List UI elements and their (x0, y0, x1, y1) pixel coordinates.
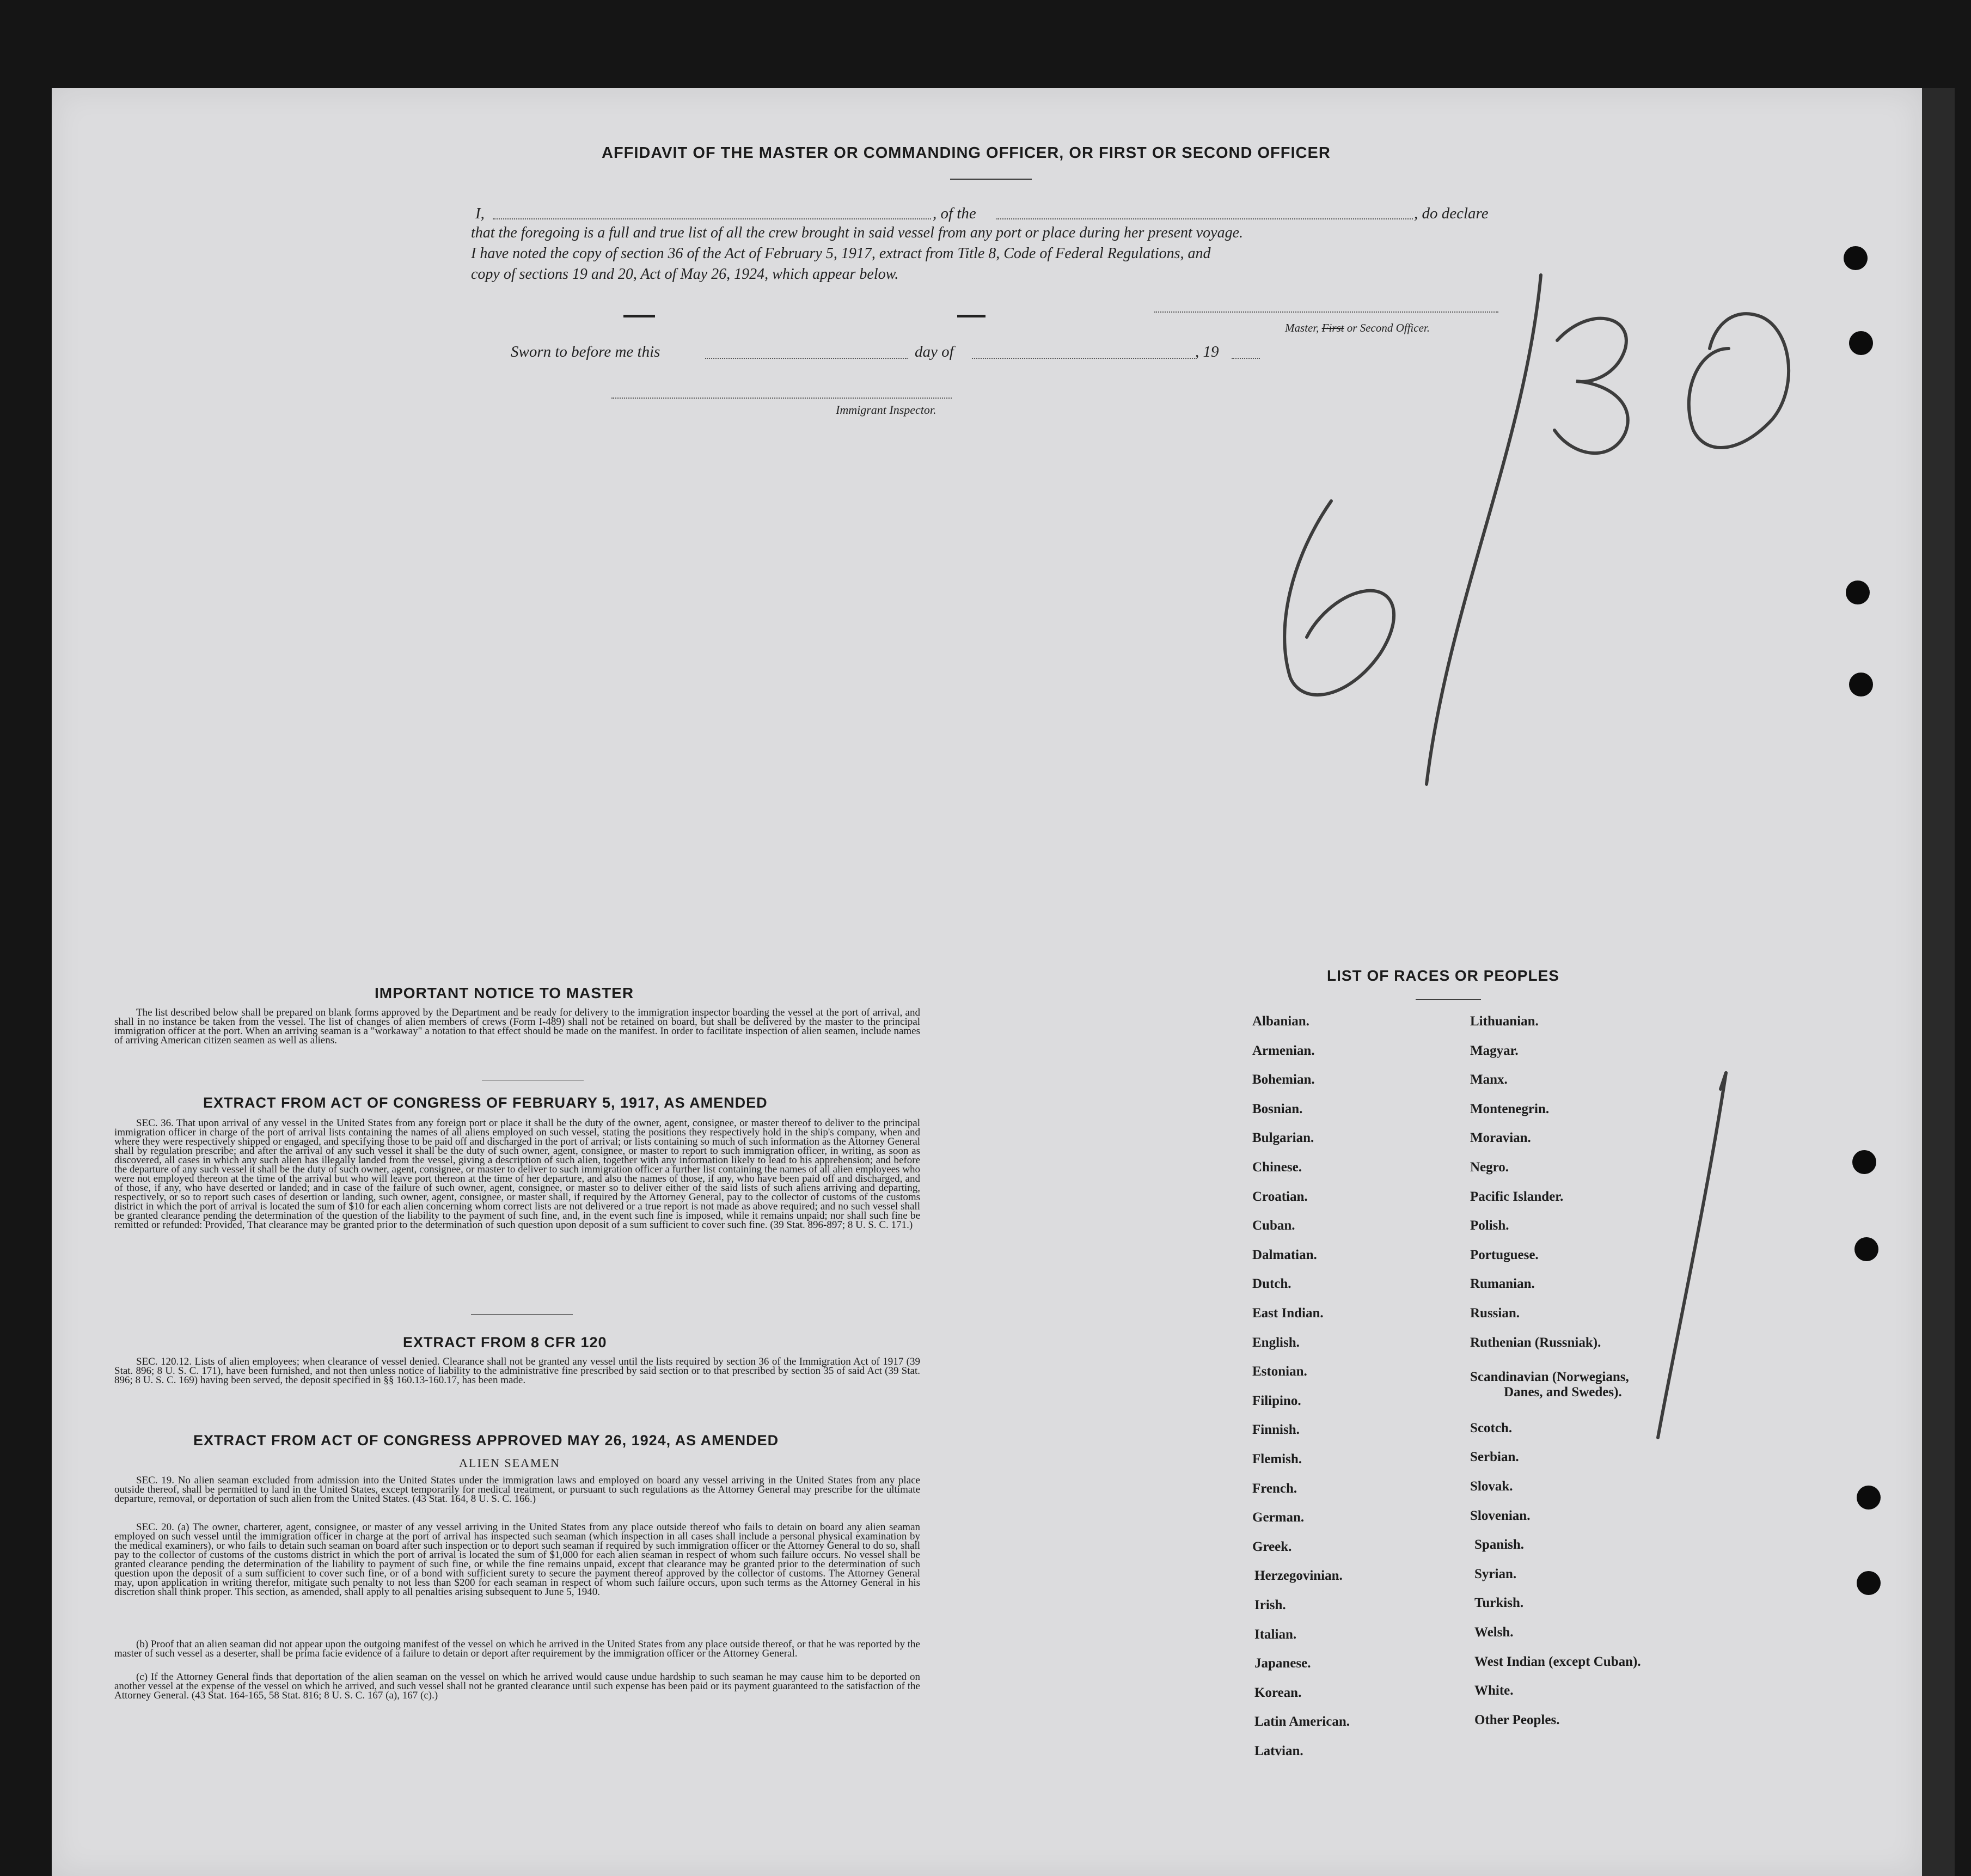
extract-1924-sec19: SEC. 19. No alien seaman excluded from admission into the United States under the immigration laws and employed on board any vessel arriving in the United States from any place outside thereof, shall be permitted to land in the United States, except temporarily for medical treatment, or pursuant to such regulations as the Attorney General may prescribe for the ultimate departure, removal, or deportation of such alien from the United States. (43 Stat. 164, 8 U. S. C. 166.) (114, 1475, 920, 1505)
race-item: Japanese. (1254, 1656, 1311, 1671)
officer-caption-master: Master (1285, 321, 1317, 334)
race-item: Latin American. (1254, 1714, 1350, 1730)
notice-title: IMPORTANT NOTICE TO MASTER (375, 985, 634, 1001)
race-item: Syrian. (1474, 1566, 1517, 1581)
race-item: Ruthenian (Russniak). (1470, 1335, 1601, 1350)
race-item: Welsh. (1474, 1625, 1514, 1640)
race-item: Herzegovinian. (1254, 1568, 1343, 1584)
race-item: Slovak. (1470, 1479, 1513, 1494)
extract-1917-title: EXTRACT FROM ACT OF CONGRESS OF FEBRUARY 5, 1917, AS AMENDED (203, 1095, 768, 1111)
race-item: Pacific Islander. (1470, 1189, 1564, 1204)
race-item: Bulgarian. (1252, 1131, 1314, 1146)
race-item: Lithuanian. (1470, 1014, 1539, 1029)
affidavit-declare: , do declare (1414, 205, 1489, 222)
race-item: Dalmatian. (1252, 1247, 1317, 1262)
affidavit-title: AFFIDAVIT OF THE MASTER OR COMMANDING OFFICER, OR FIRST OR SECOND OFFICER (602, 144, 1331, 162)
race-item: East Indian. (1252, 1306, 1324, 1321)
races-title: LIST OF RACES OR PEOPLES (1327, 967, 1559, 984)
extract-1917-body: SEC. 36. That upon arrival of any vessel in the United States from any foreign port or place it shall be the duty of the owner, agent, consignee, or master thereof to deliver to the principal immigration officer in charge of the port of arrival lists containing the names of all aliens employed on such vessel, stating the positions they respectively hold in the ship's company, when and where they were respectively shipped or engaged, and specifying those to be paid off and discharged in the port of arrival; or lists containing so much of such information as the Attorney General shall by regulation prescribe; and after the arrival of any such vessel it shall be the duty of such owner, agent, consignee, or master to report to such immigration officer, in writing, as soon as discovered, all cases in which any such alien has illegally landed from the vessel, giving a description of such alien, together with any information likely to lead to his apprehension; and before the departure of any such vessel it shall be the duty of such owner, agent, consignee, or master to deliver to such immigration officer a further list containing the names of all alien employees who were not employed thereon at the time of the arrival but who will leave port thereon at the time of her departure, and also the names of those, if any, who have been paid off and discharged, and of those, if any, who have deserted or landed; and in case of the failure of such owner, agent, consignee, or master so to deliver either of the said lists of such aliens arriving and departing, respectively, or so to report such cases of desertion or landing, such owner, agent, consignee, or master shall, if required by the Attorney General, pay to the collector of customs of the customs district in which the port of arrival is located the sum of $10 for each alien concerning whom correct lists are not delivered or a true report is not made as above required; and no such vessel shall be granted clearance pending the determination of the question of the liability to the payment of such fine, and, in the event such fine is imposed, while it remains unpaid; nor shall such fine be remitted or refunded: Provided, That clearance may be granted prior to the determination of such question upon deposit of a sum sufficient to cover such fine. (39 Stat. 896-897; 8 U. S. C. 171.) (114, 1117, 920, 1231)
race-item: Bosnian. (1252, 1101, 1303, 1116)
race-item: Danes, and Swedes). (1504, 1384, 1622, 1400)
race-item: Other Peoples. (1474, 1712, 1560, 1727)
race-item: Albanian. (1252, 1014, 1309, 1029)
extract-1924-sec20c: (c) If the Attorney General finds that deportation of the alien seaman on the vessel on which he arrived would cause undue hardship to such seaman he may cause him to be deported on another vessel at the expense of the vessel on which he arrived, and such vessel shall not be granted clearance until such expense has been paid or its payment guaranteed to the satisfaction of the Attorney General. (43 Stat. 164-165, 58 Stat. 816; 8 U. S. C. 167 (a), 167 (c).) (114, 1671, 920, 1701)
race-item: Irish. (1254, 1598, 1286, 1612)
extract-1924-sec20a: SEC. 20. (a) The owner, charterer, agent, consignee, or master of any vessel arriving in the United States from any place outside thereof who fails to detain on board any alien seaman employed on such vessel until the immigration officer in charge at the port of arrival has inspected such seaman (which inspection in all cases shall include a personal physical examination by the medical examiners), or who fails to detain such seaman on board after such inspection or to deport such seaman if required by such immigration officer or the Attorney General to do so, shall pay to the collector of customs of the customs district in which the port of arrival is located the sum of $1,000 for each alien seaman in respect of whom such failure occurs. No vessel shall be granted clearance pending the determination of the liability to payment of such fine, or while the fine remains unpaid, except that clearance may be granted prior to the determination of such question upon the deposit of a sum sufficient to cover such fine, or of a bond with sufficient surety to secure the payment thereof approved by the collector of customs. The Attorney General may, upon application in writing therefor, mitigate such penalty to not less than $200 for each seaman in respect of whom such failure occurs, upon such terms as the Attorney General in his discretion shall think proper. This section, as amended, shall apply to all penalties arising subsequent to June 5, 1940. (114, 1521, 920, 1598)
race-item: Spanish. (1474, 1537, 1525, 1553)
affidavit-i: I, (475, 205, 485, 222)
race-item: Portuguese. (1470, 1247, 1539, 1262)
affidavit-line-2: that the foregoing is a full and true list of all the crew brought in said vessel from any port or place during her present voyage. (471, 224, 1244, 241)
race-item: English. (1252, 1335, 1300, 1350)
affidavit-line-3: I have noted the copy of section 36 of the Act of February 5, 1917, extract from Title 8, Code of Federal Regulations, and (471, 245, 1211, 262)
race-item: Rumanian. (1470, 1276, 1535, 1292)
race-item: Turkish. (1474, 1596, 1524, 1611)
extract-cfr-body: SEC. 120.12. Lists of alien employees; when clearance of vessel denied. Clearance shall not be granted any vessel until the lists required by section 36 of the Immigration Act of 1917 (39 Stat. 896; 8 U. S. C. 171), have been furnished, and not then unless notice of liability to the administrative fine prescribed by said section or to that prescribed by section 35 of said Act (39 Stat. 896; 8 U. S. C. 169) having been served, the deposit specified in §§ 160.13-160.17, has been made. (114, 1356, 920, 1386)
inspector-caption: Immigrant Inspector. (836, 403, 936, 417)
race-item: Serbian. (1470, 1450, 1519, 1465)
race-item: Magyar. (1470, 1043, 1519, 1058)
race-item: Slovenian. (1470, 1508, 1531, 1523)
race-item: Finnish. (1252, 1422, 1300, 1438)
race-item: Montenegrin. (1470, 1101, 1550, 1116)
race-item: Filipino. (1252, 1393, 1301, 1408)
affidavit-line-4: copy of sections 19 and 20, Act of May 26, 1924, which appear below. (471, 266, 899, 283)
extract-cfr-title: EXTRACT FROM 8 CFR 120 (403, 1334, 607, 1351)
extract-1917-divider (471, 1314, 573, 1315)
race-item: Korean. (1254, 1685, 1302, 1700)
race-item: Latvian. (1254, 1744, 1303, 1758)
race-item: Dutch. (1252, 1276, 1291, 1292)
handwritten-digit-3 (1554, 319, 1628, 453)
officer-caption-rest: or Second Officer. (1346, 321, 1430, 334)
extract-1924-subtitle: ALIEN SEAMEN (459, 1456, 560, 1470)
race-item: Bohemian. (1252, 1072, 1315, 1087)
race-item: White. (1474, 1683, 1514, 1698)
race-item: Scotch. (1470, 1420, 1513, 1435)
race-item: Chinese. (1252, 1160, 1302, 1175)
handwritten-slash (1427, 275, 1541, 784)
race-item: Armenian. (1252, 1043, 1315, 1058)
race-item: French. (1252, 1481, 1297, 1496)
notice-body: The list described below shall be prepared on blank forms approved by the Department and be ready for delivery to the immigration inspector boarding the vessel at the port of arrival, and shall in no instance be taken from the vessel. The list of changes of alien members of crews (Form I-489) shall not be retained on board, but shall be delivered by the master to the principal immigration officer at the port. When an arriving seaman is a "workaway" a notation to that effect should be made on the manifest. In order to facilitate inspection of alien seamen, include names of arriving American citizen seamen as well as aliens. (114, 1007, 920, 1046)
race-item: Flemish. (1252, 1452, 1302, 1466)
handwritten-digit-1 (1658, 1073, 1726, 1438)
race-item: Manx. (1470, 1072, 1508, 1087)
race-item: Polish. (1470, 1218, 1509, 1233)
race-item: Negro. (1470, 1160, 1509, 1175)
officer-caption: Master, First or Second Officer. (1285, 321, 1430, 334)
race-item: Greek. (1252, 1539, 1292, 1554)
races-divider (1416, 999, 1481, 1000)
race-item: Croatian. (1252, 1189, 1308, 1204)
race-item: Cuban. (1252, 1218, 1295, 1233)
handwritten-digit-6 (1284, 501, 1394, 695)
race-item: Scandinavian (Norwegians, (1470, 1370, 1629, 1385)
sworn-label: Sworn to before me this (511, 343, 660, 360)
affidavit-of-the: , of the (933, 205, 976, 222)
race-item: German. (1252, 1510, 1305, 1525)
day-of-label: day of (915, 343, 954, 360)
handwritten-digit-0 (1689, 314, 1789, 448)
race-item: Russian. (1470, 1306, 1520, 1321)
race-item: Moravian. (1470, 1131, 1531, 1146)
race-item: Estonian. (1252, 1364, 1307, 1379)
officer-caption-first: First (1321, 321, 1344, 334)
extract-1924-title: EXTRACT FROM ACT OF CONGRESS APPROVED MAY 26, 1924, AS AMENDED (193, 1432, 779, 1449)
extract-1924-sec20b: (b) Proof that an alien seaman did not appear upon the outgoing manifest of the vessel on which he arrived in the United States from any place outside thereof, or that he was reported by the master of such vessel as a deserter, shall be prima facie evidence of a failure to detain or deport after requirement by the immigration officer or the Attorney General. (114, 1639, 920, 1659)
race-item: West Indian (except Cuban). (1474, 1654, 1641, 1669)
race-item: Italian. (1254, 1627, 1297, 1642)
year-label: , 19 (1195, 343, 1219, 360)
